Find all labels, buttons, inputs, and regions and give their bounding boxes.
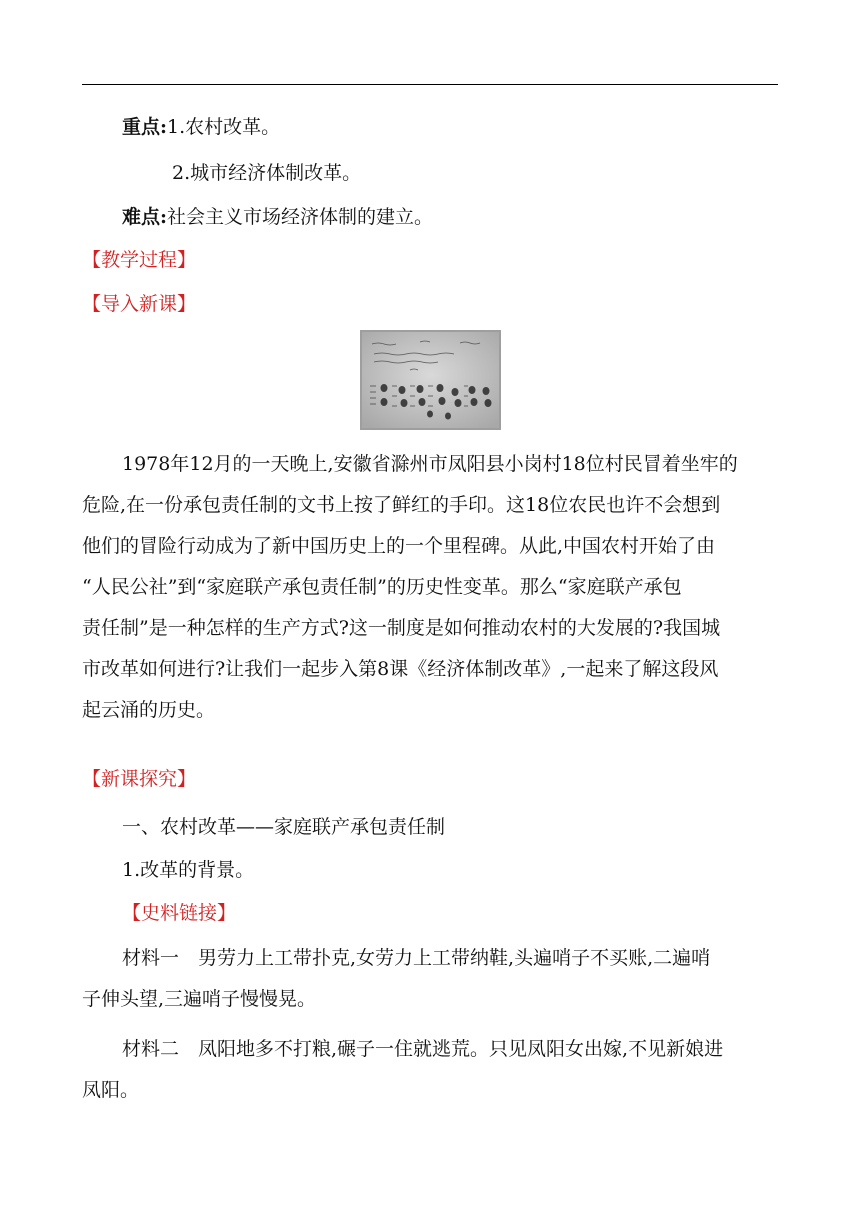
key-point-1: 1.农村改革。 (167, 116, 281, 138)
xiaogang-contract-photo (360, 330, 501, 430)
intro-paragraph (82, 444, 782, 731)
intro-paragraph-line: 他们的冒险行动成为了新中国历史上的一个里程碑。从此,中国农村开始了由 (82, 535, 716, 557)
header-rule (82, 84, 778, 85)
intro-paragraph-line: 起云涌的历史。 (82, 699, 216, 721)
material-1 (82, 938, 782, 1020)
intro-paragraph-line: 1978年12月的一天晚上,安徽省滁州市凤阳县小岗村18位村民冒着坐牢的 (122, 453, 738, 475)
intro-paragraph-line: 危险,在一份承包责任制的文书上按了鲜红的手印。这18位农民也许不会想到 (82, 494, 721, 516)
material-2-line: 材料二 凤阳地多不打粮,碾子一住就逃荒。只见凤阳女出嫁,不见新娘进 (122, 1038, 724, 1060)
section-intro: 【导入新课】 (82, 293, 197, 315)
material-1-line: 材料一 男劳力上工带扑克,女劳力上工带纳鞋,头遍哨子不买账,二遍哨 (122, 947, 711, 969)
material-2 (82, 1029, 782, 1111)
key-points-label: 重点: (122, 116, 168, 138)
heading-rural-reform: 一、农村改革——家庭联产承包责任制 (122, 816, 446, 838)
section-sources: 【史料链接】 (122, 902, 237, 924)
key-points-line (122, 115, 280, 139)
difficulty-text: 社会主义市场经济体制的建立。 (167, 206, 434, 228)
section-new-lesson: 【新课探究】 (82, 768, 197, 790)
section-teaching-process: 【教学过程】 (82, 249, 197, 271)
material-2-line: 凤阳。 (82, 1079, 140, 1101)
intro-paragraph-line: 市改革如何进行?让我们一起步入第8课《经济体制改革》,一起来了解这段风 (82, 658, 719, 680)
difficulty-label: 难点: (122, 206, 168, 228)
heading-reform-background: 1.改革的背景。 (122, 859, 255, 881)
intro-paragraph-line: 责任制”是一种怎样的生产方式?这一制度是如何推动农村的大发展的?我国城 (82, 617, 721, 639)
difficulty-line (122, 205, 433, 229)
key-point-2: 2.城市经济体制改革。 (172, 162, 362, 184)
intro-paragraph-line: “人民公社”到“家庭联产承包责任制”的历史性变革。那么“家庭联产承包 (82, 576, 682, 598)
material-1-line: 子伸头望,三遍哨子慢慢晃。 (82, 988, 317, 1010)
